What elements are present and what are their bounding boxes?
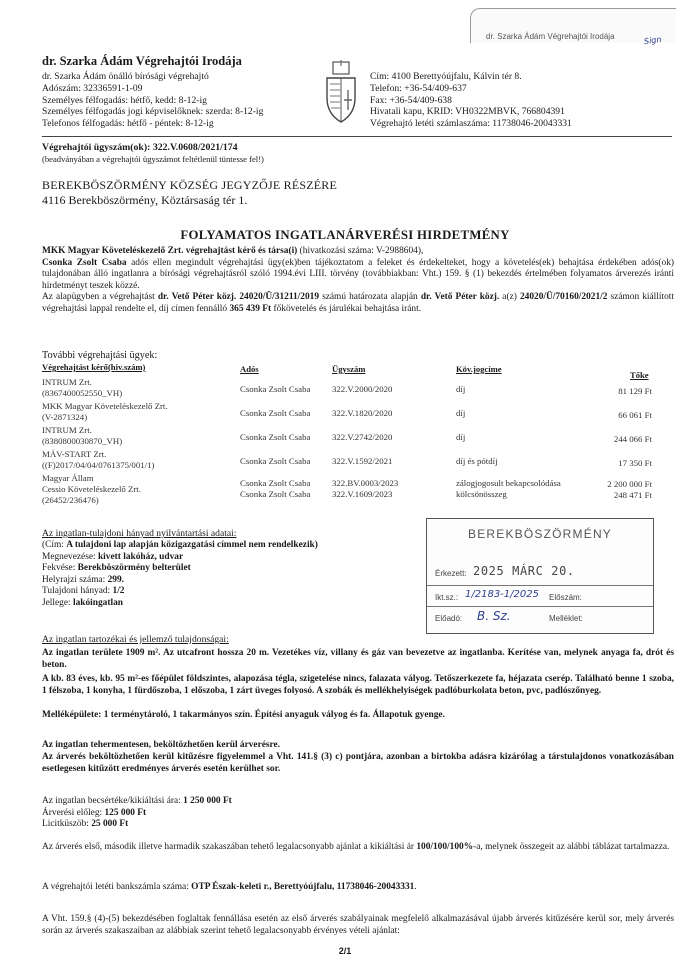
contact-phone: Telefon: +36-54/409-637	[370, 82, 467, 94]
property-line	[42, 563, 422, 575]
addressee-line2: 4116 Berekböszörmény, Köztársaság tér 1.	[42, 193, 248, 207]
case-cell: 322.V.1820/2020	[332, 408, 393, 418]
reference-cell: (8380800030870_VH)	[42, 436, 123, 446]
features-paragraph-3: Melléképülete: 1 terménytároló, 1 takarmányos szín. Építési anyaguk vályog és fa. Állapotuk gyenge.	[42, 710, 445, 720]
decision-number: dr. Vető Péter közj. 24020/Ü/31211/2019	[157, 292, 320, 303]
debtor-cell: Csonka Zsolt Csaba	[240, 432, 311, 442]
property-line	[42, 575, 422, 587]
intro-paragraph	[42, 246, 674, 316]
stamp-erkezett-date: 2025 MÁRC 20.	[473, 564, 575, 578]
case-cell: 322.V.2742/2020	[332, 432, 393, 442]
coat-of-arms-icon	[323, 60, 359, 126]
value: 125 000 Ft	[104, 807, 147, 818]
text: Az árverés első, második illetve harmadik szakaszában tehető legalacsonyabb ajánlat a kikiáltási ár	[42, 842, 417, 852]
label: Árverési előleg:	[42, 807, 105, 818]
encumbrance-paragraph-2: Az árverés beköltözhetően kerül kitűzésre figyelemmel a Vht. 141.§ (3) c) pontjára, azonban a birtokba adásra kizárólag a társtulajdonos vonatkozásában esetlegesen kitűzött eredményes árverés esetén kerülhet sor.	[42, 752, 674, 774]
price-line	[42, 819, 442, 831]
stamp-eloado-value: B. Sz.	[477, 609, 511, 623]
case-number: Végrehajtói ügyszám(ok): 322.V.0608/2021/174	[42, 142, 238, 153]
claim-title-cell: kölcsönösszeg	[456, 489, 507, 499]
amount-cell: 81 129 Ft	[618, 386, 652, 396]
col-header-creditor: Végrehajtást kérő(hiv.szám)	[42, 362, 146, 372]
claim-title-cell: zálogjogosult bekapcsolódása	[456, 478, 561, 488]
value: 299.	[107, 574, 124, 585]
contact-fax: Fax: +36-54/409-638	[370, 94, 452, 106]
property-line	[42, 598, 422, 610]
office-details	[42, 71, 332, 130]
intro-text: főkövetelés és járulékai behajtása iránt.	[271, 303, 422, 314]
text: .	[414, 882, 417, 892]
text: A végrehajtói letéti bankszámla száma:	[42, 882, 192, 892]
property-line	[42, 586, 422, 598]
price-line	[42, 808, 442, 820]
col-header-debtor: Adós	[240, 364, 259, 374]
amount-cell: 17 350 Ft	[618, 458, 652, 468]
intro-text: (hivatkozási száma: V-2988604),	[297, 246, 424, 256]
property-address	[42, 540, 422, 552]
value: Berekböszörmény belterület	[77, 563, 191, 574]
features-heading: Az ingatlan tartozékai és jellemző tulajdonságai:	[42, 634, 229, 645]
final-paragraph: A Vht. 159.§ (4)-(5) bekezdésében foglaltak fennállása esetén az első árverés szabályainak megfelelő alkalmazásával újabb árverés kitűzésére kerül sor, mely árverés során az árverés szakaszaiban az alábbiak szerint tehető legalacsonyabb érvényes vételi ajánlat:	[42, 914, 674, 936]
notary-name: dr. Vető Péter közj.	[420, 292, 500, 303]
case-cell: 322.V.1592/2021	[332, 456, 393, 466]
reference-cell: ((F)2017/04/04/0761375/001/1)	[42, 460, 155, 470]
reference-cell: (8367400052550_VH)	[42, 388, 123, 398]
claim-title-cell: díj és pótdíj	[456, 456, 498, 466]
features-paragraph-2: A kb. 83 éves, kb. 95 m²-es főépület földszintes, alapozása tégla, szigetelése nincs, falazata vályog. Tetőszerkezete fa, héjazata cserép. Található benne 1 szoba, 1 félszoba, 1 konyha, 1 fürdőszoba, 1 előszoba, 1 zárt üveges folyosó. A szobák és mellékhelyiségek padlóburkolata beton, pvc, padlószőnyeg.	[42, 674, 674, 696]
office-line: Személyes félfogadás: hétfő, kedd: 8-12-ig	[42, 94, 207, 106]
table-row-creditor	[42, 377, 122, 399]
office-line: Személyes félfogadás jogi képviselőknek: szerda: 8-12-ig	[42, 106, 264, 118]
claim-title-cell: díj	[456, 408, 466, 418]
percentages: 100/100/100%	[416, 842, 474, 852]
intro-text: a(z)	[499, 292, 520, 303]
office-line: Adószám: 32336591-1-09	[42, 82, 143, 94]
debtor-cell: Csonka Zsolt Csaba	[240, 384, 311, 394]
property-line	[42, 552, 422, 564]
intro-text: számú határozata alapján	[319, 292, 421, 303]
label: Licitküszöb:	[42, 819, 92, 830]
col-header-amount: Tőke	[630, 370, 649, 380]
debtor-cell: Csonka Zsolt Csaba	[240, 456, 311, 466]
table-row-creditor	[42, 401, 168, 423]
contact-account: Végrehajtó letéti számlaszáma: 11738046-20043331	[370, 118, 572, 130]
stamp-divider	[427, 606, 653, 607]
property-heading: Az ingatlan-tulajdoni hányad nyilvántartási adatai:	[42, 528, 237, 539]
stamp-title: BEREKBÖSZÖRMÉNY	[467, 527, 613, 541]
bank-account-line	[42, 882, 674, 894]
value: 1/2	[112, 586, 125, 597]
label: Az ingatlan becsértéke/kikiáltási ára:	[42, 796, 184, 806]
claim-title-cell: díj	[456, 432, 466, 442]
col-header-case: Ügyszám	[332, 364, 366, 374]
table-row-creditor	[42, 425, 122, 447]
value: A tulajdoni lap alapján közigazgatási címmel nem rendelkezik)	[66, 540, 318, 550]
stamp-eloszam-label: Előszám:	[549, 593, 582, 602]
contact-krid: Hivatali kapu, KRID: VH0322MBVK, 766804391	[370, 106, 565, 118]
value: 25 000 Ft	[91, 819, 129, 830]
stamp-eloado-label: Előadó:	[435, 614, 463, 623]
stamp-erkezett-label: Érkezett:	[435, 569, 467, 578]
property-details	[42, 540, 422, 610]
label: Fekvése:	[42, 563, 78, 574]
value: lakóingatlan	[72, 597, 123, 608]
label: (Cím:	[42, 540, 67, 550]
reference-cell: (V-2871324)	[42, 412, 88, 422]
label: Jellege:	[42, 597, 73, 608]
features-paragraph-1: Az ingatlan területe 1909 m². Az utcafront hossza 20 m. Vezetékes víz, villany és gáz van bevezetve az ingatlanba. Kerítése van, melynek anyaga fa, drót és beton.	[42, 648, 674, 670]
stamp-iktsz-label: Ikt.sz.:	[435, 593, 459, 602]
case-cell: 322.V.2000/2020	[332, 384, 393, 394]
creditor-cell: INTRUM Zrt.	[42, 377, 92, 387]
debtor-cell: Csonka Zsolt Csaba	[240, 478, 311, 488]
stamp-iktsz-value: 1/2183-1/2025	[465, 589, 539, 600]
registration-stamp	[426, 518, 654, 634]
intro-text: adós ellen megindult végrehajtási ügy(ek)ben tájékoztatom a feleket és érdekelteket, hogy a követelés(ek) behajtása érdekében adós(ok) tulajdonában álló ingatlanra a bírósági végrehajtásról szóló 1994.évi LIII. törvény (továbbiakban: Vht.) 159. § (1) bekezdés értelmében folyamatos árverezés iránti hirdetményt teszek közzé.	[42, 257, 674, 291]
reference-cell: (26452/236476)	[42, 495, 99, 505]
intro-text: számon kiállított végrehajtási lappal rendelte el, díj címen fennálló	[42, 292, 674, 314]
stamp-melleklet-label: Melléklet:	[549, 614, 583, 623]
col-header-title: Köv.jogcíme	[456, 364, 502, 374]
label: Tulajdoni hányad:	[42, 586, 113, 597]
other-cases-title: További végrehajtási ügyek:	[42, 350, 158, 361]
amount-cell: 244 066 Ft	[613, 434, 652, 444]
creditor-cell: MÁV-START Zrt.	[42, 449, 107, 459]
case-cell: 322.BV.0003/2023	[332, 478, 399, 488]
office-name: dr. Szarka Ádám Végrehajtói Irodája	[42, 54, 242, 68]
creditor-cell: Cessio Követeléskezelő Zrt.	[42, 484, 141, 494]
office-line: dr. Szarka Ádám önálló bírósági végrehajtó	[42, 71, 209, 82]
encumbrance-paragraph-1: Az ingatlan tehermentesen, beköltözhetően kerül árverésre.	[42, 740, 281, 750]
creditor-cell: Magyar Állam	[42, 473, 94, 483]
contact-address: Cím: 4100 Berettyóújfalu, Kálvin tér 8.	[370, 71, 522, 82]
stamp-divider	[427, 585, 653, 586]
amount-cell: 2 200 000 Ft	[607, 479, 652, 489]
bank-account: OTP Észak-keleti r., Berettyóújfalu, 11738046-20043331	[191, 882, 415, 892]
text: -a, melynek összegeit az alábbi táblázat tartalmazza.	[473, 842, 670, 852]
top-header-label: dr. Szarka Ádám Végrehajtói Irodája	[486, 32, 615, 41]
auction-paragraph	[42, 842, 674, 854]
label: Helyrajzi száma:	[42, 574, 108, 585]
price-line	[42, 796, 442, 808]
price-list	[42, 796, 442, 831]
office-line: Telefonos félfogadás: hétfő - péntek: 8-12-ig	[42, 118, 214, 130]
value: 1 250 000 Ft	[183, 796, 232, 806]
addressee-line1: BEREKBÖSZÖRMÉNY KÖZSÉG JEGYZŐJE RÉSZÉRE	[42, 178, 338, 192]
amount-cell: 248 471 Ft	[613, 490, 652, 500]
amount-cell: 66 061 Ft	[618, 410, 652, 420]
table-row-creditor	[42, 484, 141, 506]
debtor-cell: Csonka Zsolt Csaba	[240, 408, 311, 418]
case-note: (beadványában a végrehajtói ügyszámot feltétlenül tüntesse fel!)	[42, 154, 264, 164]
debtor-cell: Csonka Zsolt Csaba	[240, 489, 311, 499]
document-title: FOLYAMATOS INGATLANÁRVERÉSI HIRDETMÉNY	[180, 228, 510, 242]
table-row-creditor	[42, 449, 154, 471]
office-contact	[370, 71, 670, 130]
intro-text: Az alapügyben a végrehajtást	[42, 292, 158, 303]
page-number: 2/1	[338, 946, 352, 956]
label: Megnevezése:	[42, 551, 98, 562]
main-claim-amount: 365 439 Ft	[229, 303, 272, 314]
value: kivett lakóház, udvar	[97, 551, 184, 562]
creditor-cell: INTRUM Zrt.	[42, 425, 92, 435]
handwritten-signature: Sign	[643, 34, 662, 47]
case-cell: 322.V.1609/2023	[332, 489, 393, 499]
enforcement-sheet-number: 24020/Ü/70160/2021/2	[519, 292, 608, 303]
creditor-name: MKK Magyar Követeléskezelő Zrt. végrehajtást kérő és társa(i)	[42, 246, 298, 256]
claim-title-cell: díj	[456, 384, 466, 394]
debtor-name: Csonka Zsolt Csaba	[42, 257, 127, 268]
creditor-cell: MKK Magyar Követeléskezelő Zrt.	[42, 401, 168, 411]
header-divider	[42, 136, 672, 137]
